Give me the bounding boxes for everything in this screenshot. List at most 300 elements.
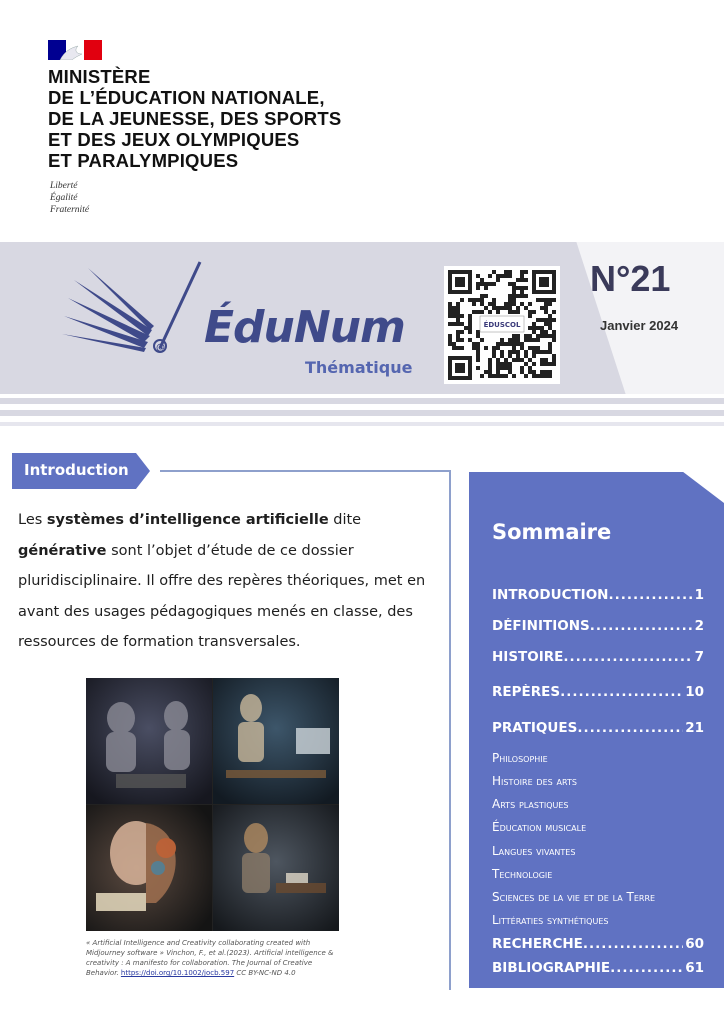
qr-module: [480, 310, 484, 314]
qr-module: [540, 362, 544, 366]
divider: [160, 470, 450, 472]
qr-module: [508, 282, 512, 286]
qr-module: [544, 318, 548, 322]
motto-line: Liberté: [50, 181, 78, 191]
qr-module: [500, 350, 504, 354]
qr-module: [516, 286, 520, 290]
ministry-line: ET DES JEUX OLYMPIQUES: [48, 129, 300, 150]
svg-text:@: @: [156, 343, 165, 353]
qr-module: [476, 298, 480, 302]
qr-module: [508, 306, 512, 310]
qr-module: [548, 326, 552, 330]
qr-module: [512, 290, 516, 294]
text-run: sont l’objet d’étude de ce dossier pluridisciplinaire. Il offre des repères théoriques, met en avant des usages pédagogiques menés en classe, des ressources de formation transversales.: [18, 542, 426, 650]
qr-module: [488, 370, 492, 374]
qr-module: [516, 342, 520, 346]
qr-module: [552, 298, 556, 302]
banner-stripes: [0, 398, 724, 428]
qr-module: [476, 354, 480, 358]
toc-item-introduction[interactable]: [492, 587, 704, 603]
qr-module: [496, 366, 500, 370]
qr-module: [524, 286, 528, 290]
qr-module: [508, 294, 512, 298]
qr-module: [468, 322, 472, 326]
qr-module: [540, 298, 544, 302]
qr-module: [488, 274, 492, 278]
qr-module: [508, 270, 512, 274]
qr-module: [508, 310, 512, 314]
qr-module: [548, 302, 552, 306]
qr-module: [548, 342, 552, 346]
qr-module: [512, 374, 516, 378]
qr-module: [552, 338, 556, 342]
qr-module: [504, 366, 508, 370]
qr-module: [532, 354, 536, 358]
marianne-logo: [48, 40, 102, 60]
qr-module: [492, 350, 496, 354]
qr-module: [536, 326, 540, 330]
qr-module: [512, 294, 516, 298]
qr-module: [472, 310, 476, 314]
ministry-line: ET PARALYMPIQUES: [48, 150, 239, 171]
qr-module: [460, 330, 464, 334]
qr-module: [548, 350, 552, 354]
qr-module: [476, 330, 480, 334]
qr-module: [532, 310, 536, 314]
qr-module: [512, 338, 516, 342]
qr-module: [544, 350, 548, 354]
qr-module: [516, 334, 520, 338]
toc-subitem-philosophie[interactable]: Philosophie: [492, 751, 548, 765]
toc-item-pratiques[interactable]: [492, 720, 704, 736]
introduction-paragraph: [18, 505, 428, 658]
qr-module: [552, 330, 556, 334]
text-bold: générative: [18, 542, 107, 559]
qr-module: [484, 286, 488, 290]
qr-module: [512, 310, 516, 314]
qr-module: [456, 314, 460, 318]
qr-module: [552, 354, 556, 358]
qr-module: [528, 370, 532, 374]
qr-module: [548, 318, 552, 322]
toc-subitem-technologie[interactable]: Technologie: [492, 867, 553, 881]
qr-module: [500, 306, 504, 310]
qr-module: [544, 358, 548, 362]
qr-module: [536, 338, 540, 342]
qr-module: [492, 346, 496, 350]
edunum-book-logo-icon: [60, 258, 220, 368]
qr-module: [512, 334, 516, 338]
doi-link[interactable]: https://doi.org/10.1002/jocb.597: [120, 969, 235, 977]
qr-module: [468, 318, 472, 322]
qr-module: [508, 298, 512, 302]
qr-module: [448, 338, 452, 342]
qr-module: [548, 362, 552, 366]
qr-module: [520, 342, 524, 346]
qr-module: [496, 310, 500, 314]
qr-module: [452, 310, 456, 314]
qr-module: [504, 274, 508, 278]
qr-module: [500, 338, 504, 342]
qr-module: [536, 350, 540, 354]
qr-module: [520, 290, 524, 294]
toc-page: 61: [685, 960, 704, 976]
qr-module: [544, 298, 548, 302]
qr-module: [496, 274, 500, 278]
qr-module: [548, 314, 552, 318]
qr-module: [492, 302, 496, 306]
toc-subitem-histoire-des-arts[interactable]: Histoire des arts: [492, 774, 577, 788]
qr-module: [496, 346, 500, 350]
qr-module: [508, 342, 512, 346]
qr-module: [500, 274, 504, 278]
qr-code-icon[interactable]: [444, 266, 560, 384]
qr-module: [448, 342, 452, 346]
qr-module: [544, 374, 548, 378]
qr-module: [500, 342, 504, 346]
qr-module: [448, 334, 452, 338]
qr-module: [544, 330, 548, 334]
qr-module: [516, 338, 520, 342]
qr-module: [476, 346, 480, 350]
qr-module: [524, 278, 528, 282]
toc-page: 21: [685, 720, 704, 736]
qr-module: [476, 342, 480, 346]
qr-module: [504, 306, 508, 310]
toc-subitem-education-musicale[interactable]: Éducation musicale: [492, 820, 587, 834]
qr-module: [480, 338, 484, 342]
qr-module: [448, 306, 452, 310]
toc-dots: [590, 618, 693, 634]
qr-module: [548, 370, 552, 374]
qr-module: [496, 370, 500, 374]
license-text: CC BY-NC-ND 4.0: [236, 969, 296, 977]
qr-module: [500, 354, 504, 358]
ai-creativity-illustration: [86, 678, 339, 931]
qr-module: [552, 318, 556, 322]
qr-module: [484, 306, 488, 310]
qr-module: [476, 286, 480, 290]
qr-module: [472, 342, 476, 346]
qr-module: [476, 310, 480, 314]
toc-dots: [610, 960, 683, 976]
text-run: Les: [18, 512, 47, 528]
qr-module: [520, 370, 524, 374]
issue-date: Janvier 2024: [600, 318, 679, 333]
qr-module: [496, 362, 500, 366]
qr-module: [480, 282, 484, 286]
qr-module: [516, 310, 520, 314]
qr-module: [448, 302, 452, 306]
brand-title: ÉduNum: [204, 302, 405, 353]
qr-module: [456, 302, 460, 306]
qr-module: [540, 306, 544, 310]
qr-module: [456, 338, 460, 342]
republic-motto: [50, 180, 89, 216]
qr-module: [520, 286, 524, 290]
qr-module: [524, 294, 528, 298]
qr-module: [540, 330, 544, 334]
toc-page: 2: [694, 618, 704, 634]
qr-module: [504, 362, 508, 366]
qr-module: [512, 298, 516, 302]
qr-module: [548, 298, 552, 302]
qr-module: [456, 346, 460, 350]
qr-module: [524, 306, 528, 310]
qr-module: [512, 302, 516, 306]
qr-module: [528, 338, 532, 342]
qr-module: [540, 370, 544, 374]
qr-module: [532, 330, 536, 334]
ministry-line: DE L’ÉDUCATION NATIONALE,: [48, 87, 325, 108]
qr-module: [520, 366, 524, 370]
qr-module: [484, 346, 488, 350]
qr-module: [468, 298, 472, 302]
qr-module: [456, 318, 460, 322]
qr-module: [496, 278, 500, 282]
toc-subitem-arts-plastiques[interactable]: Arts plastiques: [492, 797, 569, 811]
qr-module: [452, 346, 456, 350]
ministry-line: MINISTÈRE: [48, 66, 151, 87]
qr-module: [480, 302, 484, 306]
qr-module: [488, 362, 492, 366]
qr-module: [456, 334, 460, 338]
qr-module: [544, 310, 548, 314]
qr-module: [532, 326, 536, 330]
qr-module: [536, 334, 540, 338]
qr-module: [520, 302, 524, 306]
qr-module: [488, 358, 492, 362]
qr-module: [488, 374, 492, 378]
qr-module: [536, 374, 540, 378]
toc-dots: [577, 720, 683, 736]
toc-dots: [583, 936, 683, 952]
qr-module: [476, 350, 480, 354]
toc-item-reperes[interactable]: [492, 684, 704, 700]
toc-page: 60: [685, 936, 704, 952]
qr-module: [448, 314, 452, 318]
qr-module: [456, 310, 460, 314]
qr-module: [544, 306, 548, 310]
qr-module: [524, 374, 528, 378]
qr-module: [504, 342, 508, 346]
qr-module: [516, 350, 520, 354]
qr-module: [508, 338, 512, 342]
qr-module: [516, 358, 520, 362]
qr-module: [512, 350, 516, 354]
qr-module: [504, 270, 508, 274]
qr-module: [484, 370, 488, 374]
toc-page: 1: [694, 587, 704, 603]
text-bold: systèmes d’intelligence artificielle: [46, 512, 329, 528]
qr-module: [476, 274, 480, 278]
qr-module: [548, 322, 552, 326]
qr-module: [548, 346, 552, 350]
qr-module: [532, 338, 536, 342]
qr-module: [508, 362, 512, 366]
qr-module: [512, 358, 516, 362]
qr-module: [476, 366, 480, 370]
qr-module: [552, 334, 556, 338]
toc-item-definitions[interactable]: [492, 618, 704, 634]
qr-module: [480, 278, 484, 282]
qr-module: [524, 338, 528, 342]
qr-module: [512, 282, 516, 286]
qr-module: [516, 278, 520, 282]
qr-module: [540, 318, 544, 322]
qr-module: [468, 338, 472, 342]
toc-subitem-litteraties[interactable]: Littératies synthétiques: [492, 913, 609, 927]
qr-module: [468, 326, 472, 330]
toc-page: 10: [685, 684, 704, 700]
qr-module: [520, 346, 524, 350]
qr-module: [488, 282, 492, 286]
qr-module: [472, 298, 476, 302]
qr-module: [468, 330, 472, 334]
qr-module: [460, 314, 464, 318]
qr-module: [460, 322, 464, 326]
toc-subitem-langues-vivantes[interactable]: Langues vivantes: [492, 844, 576, 858]
qr-module: [532, 346, 536, 350]
qr-module: [528, 314, 532, 318]
qr-module: [536, 298, 540, 302]
qr-module: [508, 354, 512, 358]
qr-module: [460, 346, 464, 350]
qr-module: [492, 306, 496, 310]
qr-module: [528, 302, 532, 306]
qr-module: [508, 350, 512, 354]
toc-label: HISTOIRE: [492, 649, 564, 665]
qr-module: [536, 318, 540, 322]
qr-module: [488, 366, 492, 370]
toc-dots: [608, 587, 692, 603]
qr-module: [536, 346, 540, 350]
qr-module: [512, 342, 516, 346]
qr-module: [460, 298, 464, 302]
qr-module: [452, 306, 456, 310]
qr-module: [456, 330, 460, 334]
qr-module: [484, 282, 488, 286]
qr-module: [528, 346, 532, 350]
qr-module: [508, 274, 512, 278]
qr-module: [508, 302, 512, 306]
qr-module: [480, 294, 484, 298]
qr-module: [480, 298, 484, 302]
qr-module: [524, 354, 528, 358]
qr-module: [488, 310, 492, 314]
toc-label: BIBLIOGRAPHIE: [492, 960, 611, 976]
qr-module: [532, 370, 536, 374]
qr-module: [504, 302, 508, 306]
qr-module: [516, 354, 520, 358]
qr-module: [456, 322, 460, 326]
qr-module: [540, 374, 544, 378]
toc-label: DÉFINITIONS: [492, 618, 590, 634]
qr-module: [532, 322, 536, 326]
qr-module: [524, 270, 528, 274]
qr-module: [472, 346, 476, 350]
toc-item-histoire[interactable]: [492, 649, 704, 665]
toc-subitem-svt[interactable]: Sciences de la vie et de la Terre: [492, 890, 656, 904]
toc-dots: [563, 649, 692, 665]
qr-module: [456, 306, 460, 310]
qr-module: [524, 362, 528, 366]
qr-module: [544, 322, 548, 326]
qr-module: [480, 374, 484, 378]
qr-module: [520, 270, 524, 274]
qr-module: [452, 314, 456, 318]
issue-number: N°21: [590, 258, 671, 299]
qr-module: [496, 306, 500, 310]
qr-module: [540, 358, 544, 362]
qr-module: [508, 366, 512, 370]
text-run: dite: [328, 512, 362, 528]
introduction-label: Introduction: [24, 461, 129, 479]
toc-label: REPÈRES: [492, 684, 561, 700]
qr-module: [448, 322, 452, 326]
qr-module: [552, 362, 556, 366]
qr-module: [528, 358, 532, 362]
qr-module: [540, 326, 544, 330]
qr-module: [500, 366, 504, 370]
toc-item-bibliographie[interactable]: [492, 960, 704, 976]
motto-line: Égalité: [50, 193, 78, 203]
qr-module: [484, 294, 488, 298]
qr-module: [492, 298, 496, 302]
qr-module: [524, 350, 528, 354]
qr-module: [532, 350, 536, 354]
toc-dots: [560, 684, 683, 700]
qr-module: [496, 358, 500, 362]
qr-module: [504, 358, 508, 362]
sommaire-title: Sommaire: [492, 520, 612, 544]
qr-module: [508, 370, 512, 374]
qr-module: [528, 310, 532, 314]
qr-module: [540, 350, 544, 354]
qr-module: [520, 294, 524, 298]
qr-module: [516, 306, 520, 310]
qr-module: [504, 374, 508, 378]
divider: [449, 470, 451, 990]
qr-module: [540, 334, 544, 338]
qr-module: [460, 338, 464, 342]
qr-module: [452, 322, 456, 326]
qr-module: [472, 302, 476, 306]
qr-module: [528, 326, 532, 330]
brand-subtitle: Thématique: [305, 358, 413, 377]
qr-module: [500, 374, 504, 378]
qr-module: [548, 334, 552, 338]
qr-module: [520, 358, 524, 362]
qr-module: [528, 334, 532, 338]
toc-label: PRATIQUES: [492, 720, 578, 736]
qr-module: [552, 310, 556, 314]
ministry-line: DE LA JEUNESSE, DES SPORTS: [48, 108, 342, 129]
qr-module: [520, 274, 524, 278]
qr-module: [544, 302, 548, 306]
qr-module: [516, 294, 520, 298]
toc-item-recherche[interactable]: [492, 936, 704, 952]
qr-module: [548, 374, 552, 378]
qr-module: [488, 302, 492, 306]
caption-text: « Artificial Intelligence and Creativity collaborating created with Midjourney software » Vinchon, F., et al.(2023). Artificial intelligence & creativity : A manifesto for collaboration. The Journal of Creative Behavior.: [86, 939, 334, 977]
toc-label: RECHERCHE: [492, 936, 583, 952]
qr-module: [512, 286, 516, 290]
qr-module: [492, 374, 496, 378]
qr-module: [476, 282, 480, 286]
toc-page: 7: [694, 649, 704, 665]
qr-module: [544, 370, 548, 374]
